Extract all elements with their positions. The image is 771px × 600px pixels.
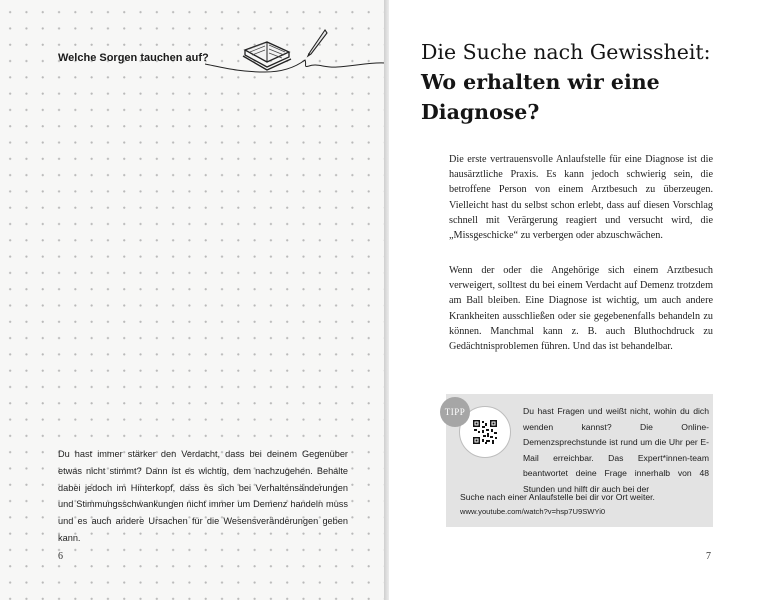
- tip-text-tail: Suche nach einer Anlaufstelle bei dir vor Ort weiter.: [460, 492, 655, 502]
- tip-text: Du hast Fragen und weißt nicht, wohin du dich wenden kannst? Die Online-Demenzsprechstunde ist rund um die Uhr per E-Mail erreichbar. Das Expert*innen-team beantwortet deine Frage innerhalb von 48 Stunden und hilft dir auch bei der: [523, 406, 709, 494]
- section-title: Welche Sorgen tauchen auf?: [58, 52, 209, 64]
- paragraph-2: Wenn der oder die Angehörige sich einem Arztbesuch verweigert, solltest du bei einem Verdacht auf Demenz trotzdem am Ball bleiben. Eine Diagnose ist wichtig, um auch andere Krankheiten ausschließen oder sie gegebenenfalls behandeln zu können. Manchmal kann z. B. auch Bluthochdruck zu Gedächtnisproblemen führen. Und das ist behandelbar.: [449, 265, 713, 353]
- page-heading: [421, 37, 741, 127]
- tip-badge: TIPP: [440, 397, 470, 427]
- book-and-pen-sketch-icon: [205, 22, 395, 92]
- tip-url-link[interactable]: www.youtube.com/watch?v=hsp7U9SWYi0: [460, 507, 606, 516]
- heading-bold: Wo erhalten wir eine Diagnose?: [421, 70, 660, 124]
- left-page: [0, 0, 384, 600]
- page-number-right: 7: [706, 551, 711, 562]
- page-number-left: 6: [58, 551, 63, 562]
- paragraph-1: Die erste vertrauensvolle Anlaufstelle für eine Diagnose ist die hausärztliche Praxis. Es kann jedoch schwierig sein, die betroffene Person von einem Arztbesuch zu überzeugen. Vielleicht hast du selbst schon erlebt, dass auf diesen Vorschlag schnell mit Verärgerung reagiert und versucht wird, die „Missgeschicke“ zu verbergen oder abzuschwächen.: [449, 154, 713, 242]
- qr-code-icon[interactable]: [473, 420, 497, 444]
- left-body-text: Du hast immer stärker den Verdacht, dass bei deinem Gegenüber etwas nicht stimmt? Dann ist es wichtig, dem nachzugehen. Behalte dabei jedoch im Hinterkopf, dass es sich bei Verhaltensänderungen und Stimmungsschwankungen nicht immer um Demenz handeln muss und es auch andere Ursachen für die Wesensveränderungen geben kann.: [58, 449, 348, 543]
- heading-normal: Die Suche nach Gewissheit:: [421, 40, 711, 64]
- right-page: [389, 0, 771, 600]
